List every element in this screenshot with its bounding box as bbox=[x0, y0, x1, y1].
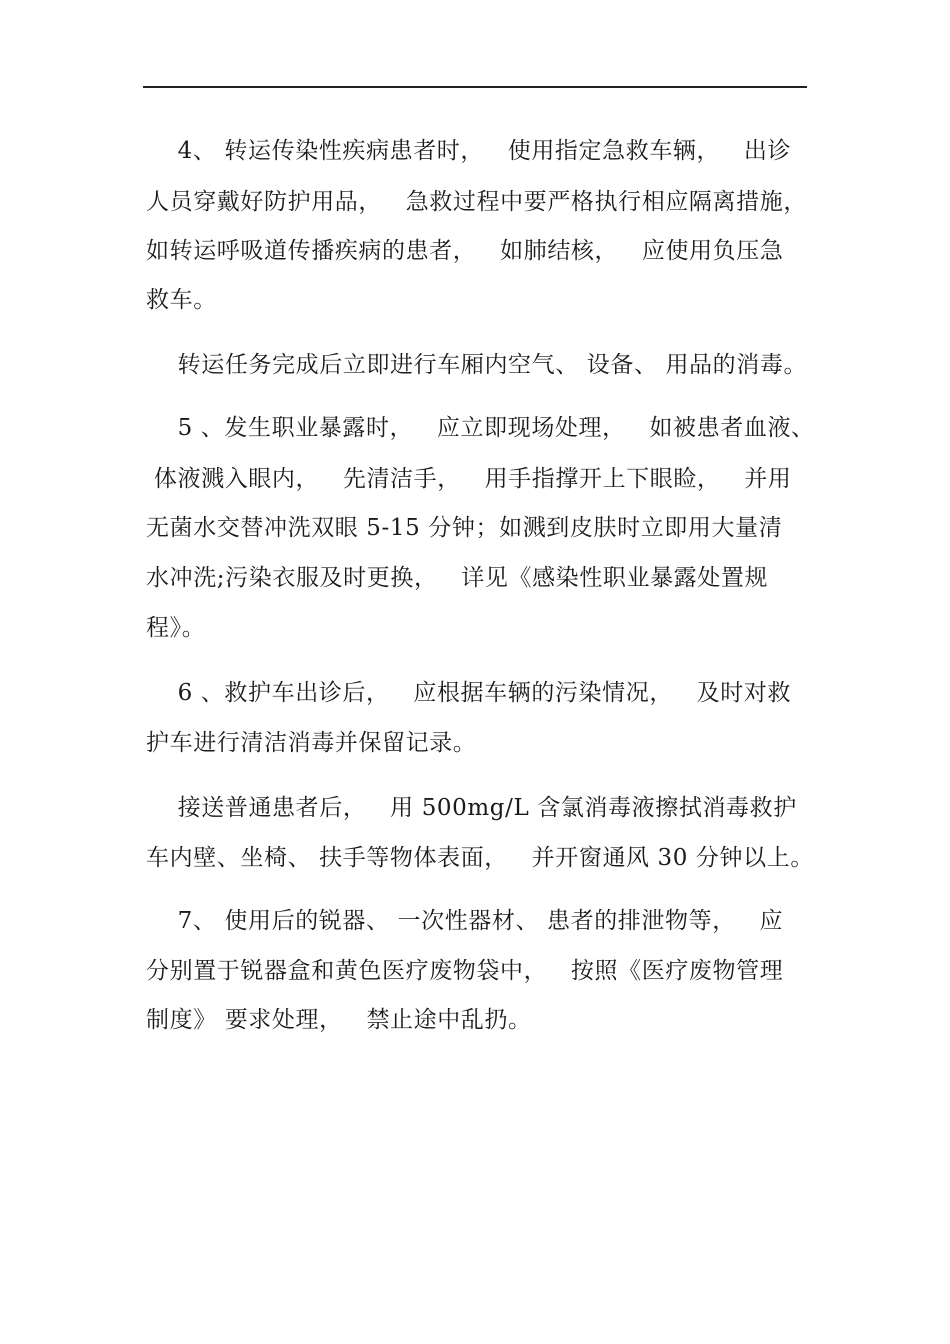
text-line: 无菌水交替冲洗双眼 5-15 分钟；如溅到皮肤时立即用大量清 bbox=[146, 515, 783, 541]
header-rule bbox=[143, 86, 807, 88]
text-line: 7、 使用后的锐器、 一次性器材、 患者的排泄物等， 应 bbox=[146, 908, 784, 934]
text-line: 救车。 bbox=[146, 287, 217, 313]
text-line: 转运任务完成后立即进行车厢内空气、 设备、 用品的消毒。 bbox=[146, 352, 808, 378]
text-line: 4、 转运传染性疾病患者时， 使用指定急救车辆， 出诊 bbox=[146, 138, 792, 164]
text-line: 人员穿戴好防护用品， 急救过程中要严格执行相应隔离措施， bbox=[146, 189, 807, 215]
text-line: 制度》 要求处理， 禁止途中乱扔。 bbox=[146, 1007, 532, 1033]
text-line: 程》。 bbox=[146, 615, 206, 641]
text-line: 水冲洗;污染衣服及时更换， 详见《感染性职业暴露处置规 bbox=[146, 565, 769, 591]
text-line: 分别置于锐器盒和黄色医疗废物袋中， 按照《医疗废物管理 bbox=[146, 958, 784, 984]
text-line: 接送普通患者后， 用 500mg/L 含氯消毒液擦拭消毒救护 bbox=[146, 795, 797, 821]
text-line: 5 、发生职业暴露时， 应立即现场处理， 如被患者血液、 bbox=[146, 415, 815, 441]
text-line: 护车进行清洁消毒并保留记录。 bbox=[146, 730, 477, 756]
text-line: 6 、救护车出诊后， 应根据车辆的污染情况， 及时对救 bbox=[146, 680, 792, 706]
text-line: 车内壁、坐椅、 扶手等物体表面， 并开窗通风 30 分钟以上。 bbox=[146, 845, 814, 871]
text-line: 体液溅入眼内， 先清洁手， 用手指撑开上下眼睑， 并用 bbox=[146, 466, 792, 492]
text-line: 如转运呼吸道传播疾病的患者， 如肺结核， 应使用负压急 bbox=[146, 238, 784, 264]
